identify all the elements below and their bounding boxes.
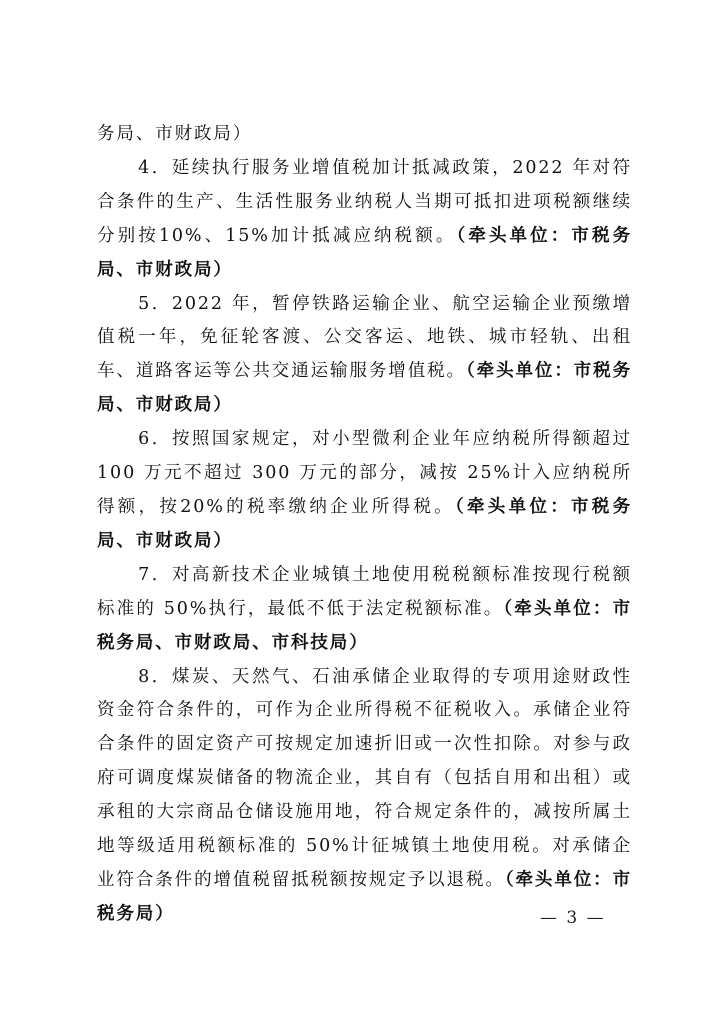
body-text	[97, 118, 632, 932]
paragraph-item-6	[97, 423, 632, 559]
lead-unit-note: （牵头单位：市税务局、市财政局、市科技局）	[97, 598, 632, 653]
paragraph-text: 5．2022 年，暂停铁路运输企业、航空运输企业预缴增值税一年，免征轮客渡、公交客运、地铁、城市轻轨、出租车、道路客运等公共交通运输服务增值税。	[97, 293, 632, 382]
paragraph-text: 8．煤炭、天然气、石油承储企业取得的专项用途财政性资金符合条件的，可作为企业所得税不征税收入。承储企业符合条件的固定资产可按规定加速折旧或一次性扣除。对参与政府可调度煤炭储备的物流企业，其自有（包括自用和出租）或承租的大宗商品仓储设施用地，符合规定条件的，减按所属土地等级适用税额标准的 50%计征城镇土地使用税。对承储企业符合条件的增值税留抵税额按规定予以退税。	[97, 666, 632, 890]
paragraph-text: 7．对高新技术企业城镇土地使用税税额标准按现行税额标准的 50%执行，最低不低于法定税额标准。	[97, 564, 632, 619]
paragraph-item-7	[97, 559, 632, 661]
paragraph-text: 务局、市财政局）	[97, 124, 253, 144]
paragraph-item-8	[97, 661, 632, 932]
paragraph-item-5	[97, 288, 632, 424]
paragraph-text: 4．延续执行服务业增值税加计抵减政策，2022 年对符合条件的生产、生活性服务业纳税人当期可抵扣进项税额继续分别按10%、15%加计抵减应纳税额。	[97, 157, 632, 246]
paragraph-text: 6．按照国家规定，对小型微利企业年应纳税所得额超过 100 万元不超过 300 万元的部分，减按 25%计入应纳税所得额，按20%的税率缴纳企业所得税。	[97, 429, 633, 517]
lead-unit-note: （牵头单位：市税务局、市财政局）	[97, 361, 632, 416]
page-number: — 3 —	[540, 908, 606, 928]
paragraph-item-4	[97, 152, 632, 288]
paragraph-continuation	[97, 118, 632, 152]
lead-unit-note: （牵头单位：市税务局、市财政局）	[97, 496, 632, 551]
lead-unit-note: （牵头单位：市税务局）	[97, 869, 632, 924]
lead-unit-note: （牵头单位：市税务局、市财政局）	[97, 225, 632, 280]
